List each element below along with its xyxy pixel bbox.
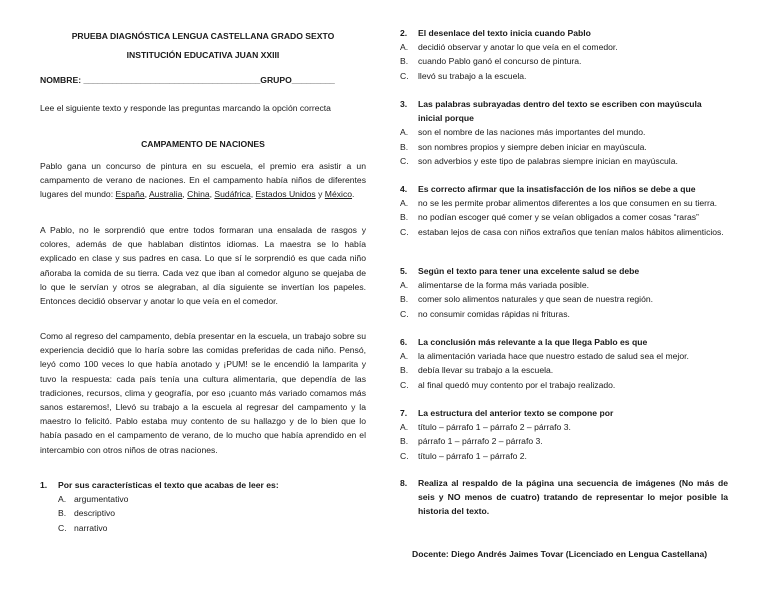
- name-group-line: NOMBRE: _____________________________________GRUPO_________: [40, 75, 335, 85]
- question-number: 5.: [400, 266, 408, 276]
- story-paragraph-3: Como al regreso del campamento, debía presentar en la escuela, un trabajo sobre su experiencia decidió que lo haría sobre las comidas preferidas de cada niño. Pensó, leyó como 100 veces lo que había anotado y ¡PUM! se le encendió la lamparita y tuvo la respuesta: cada país tenía una cultura alimentaria, que dependía de las tradiciones, recursos, clima y geografía, por eso ¡cuanto más variado comamos más sanos estaremos!, Llevó su trabajo a la escuela al regresar del campamento y la maestro lo felicitó. Pablo estaba muy contento de su hallazgo y de lo bien que lo había pasado en el campamento de verano, de lo mucho que había aprendido en el intercambio con otros niños de otras naciones.: [40, 331, 366, 455]
- option-text: título – párrafo 1 – párrafo 2 – párrafo 3.: [418, 422, 571, 433]
- option-text: cuando Pablo ganó el concurso de pintura.: [418, 56, 582, 67]
- option-letter: C.: [400, 70, 409, 81]
- country-usa: Estados Unidos: [255, 189, 316, 200]
- option-text: decidió observar y anotar lo que veía en el comedor.: [418, 42, 618, 53]
- question-text: Es correcto afirmar que la insatisfacción de los niños se debe a que: [418, 184, 696, 194]
- option-text: alimentarse de la forma más variada posible.: [418, 280, 590, 291]
- option-letter: C.: [58, 522, 67, 533]
- option-b[interactable]: [400, 54, 728, 68]
- question-8: [400, 476, 728, 519]
- question-6: [400, 335, 728, 392]
- question-1: [40, 478, 366, 535]
- question-number: 3.: [400, 99, 408, 109]
- option-text: al final quedó muy contento por el trabajo realizado.: [418, 379, 616, 390]
- question-2: [400, 26, 728, 83]
- option-letter: A.: [400, 351, 409, 362]
- question-text: Realiza al respaldo de la página una secuencia de imágenes (No más de seis y NO menos de cuatro) tratando de representar lo mejor posible la historia del texto.: [418, 478, 728, 517]
- option-letter: B.: [400, 294, 409, 305]
- question-number: 7.: [400, 408, 408, 418]
- option-a[interactable]: [400, 196, 728, 210]
- option-text: comer solo alimentos naturales y que sean de nuestra región.: [418, 294, 654, 305]
- option-text: son nombres propios y siempre deben iniciar en mayúscula.: [418, 141, 647, 152]
- option-b[interactable]: [400, 140, 728, 154]
- option-text: no consumir comidas rápidas ni frituras.: [418, 308, 570, 319]
- question-number: 2.: [400, 28, 408, 38]
- option-b[interactable]: [40, 506, 366, 520]
- option-c[interactable]: [400, 69, 728, 83]
- option-text: descriptivo: [74, 508, 116, 519]
- option-letter: B.: [58, 508, 67, 519]
- option-letter: C.: [400, 379, 409, 390]
- option-a[interactable]: [40, 492, 366, 506]
- option-text: debía llevar su trabajo a la escuela.: [418, 365, 554, 376]
- option-letter: C.: [400, 308, 409, 319]
- option-text: título – párrafo 1 – párrafo 2.: [418, 450, 527, 461]
- option-b[interactable]: [400, 363, 728, 377]
- option-letter: A.: [400, 422, 409, 433]
- question-text: La conclusión más relevante a la que llega Pablo es que: [418, 337, 648, 347]
- option-c[interactable]: [400, 225, 728, 239]
- option-letter: A.: [400, 42, 409, 53]
- option-text: argumentativo: [74, 494, 129, 505]
- option-letter: C.: [400, 226, 409, 237]
- option-text: la alimentación variada hace que nuestro estado de salud sea el mejor.: [418, 351, 689, 362]
- option-c[interactable]: [400, 449, 728, 463]
- option-letter: A.: [400, 127, 409, 138]
- exam-title: PRUEBA DIAGNÓSTICA LENGUA CASTELLANA GRADO SEXTO: [71, 31, 335, 41]
- question-number: 1.: [40, 480, 48, 490]
- option-c[interactable]: [400, 378, 728, 392]
- option-text: estaban lejos de casa con niños extraños que tenían malos hábitos alimenticios.: [418, 226, 724, 237]
- option-letter: B.: [400, 212, 409, 223]
- option-b[interactable]: [400, 292, 728, 306]
- option-a[interactable]: [400, 278, 728, 292]
- country-mexico: México: [324, 189, 353, 200]
- option-c[interactable]: [400, 307, 728, 321]
- question-text: Según el texto para tener una excelente salud se debe: [418, 266, 640, 276]
- question-text: La estructura del anterior texto se compone por: [418, 408, 614, 418]
- option-letter: A.: [400, 198, 409, 209]
- option-text: párrafo 1 – párrafo 2 – párrafo 3.: [418, 436, 543, 447]
- option-a[interactable]: [400, 40, 728, 54]
- country-spain: España: [115, 189, 145, 200]
- option-letter: A.: [400, 280, 409, 291]
- option-a[interactable]: [400, 125, 728, 139]
- option-letter: A.: [58, 494, 67, 505]
- country-australia: Australia: [148, 189, 183, 200]
- option-letter: B.: [400, 365, 409, 376]
- option-text: narrativo: [74, 522, 108, 533]
- question-number: 6.: [400, 337, 408, 347]
- story-paragraph-1-text: Pablo gana un concurso de pintura en su escuela, el premio era asistir a un campamento de verano de naciones. En el campamento había niños de diferentes lugares del mundo:: [40, 161, 366, 200]
- option-a[interactable]: [400, 349, 728, 363]
- question-text: Las palabras subrayadas dentro del texto se escriben con mayúscula inicial porque: [418, 99, 702, 124]
- story-title: CAMPAMENTO DE NACIONES: [141, 139, 265, 149]
- question-text: El desenlace del texto inicia cuando Pablo: [418, 28, 591, 38]
- option-letter: B.: [400, 56, 409, 67]
- instruction: Lee el siguiente texto y responde las preguntas marcando la opción correcta: [40, 103, 331, 113]
- question-text: Por sus características el texto que acabas de leer es:: [58, 480, 279, 490]
- option-b[interactable]: [400, 434, 728, 448]
- option-letter: B.: [400, 141, 409, 152]
- question-number: 8.: [400, 478, 408, 488]
- option-a[interactable]: [400, 420, 728, 434]
- option-text: no se les permite probar alimentos diferentes a los que consumen en su tierra.: [418, 198, 718, 209]
- question-4: [400, 182, 728, 239]
- option-text: son adverbios y este tipo de palabras siempre inician en mayúscula.: [418, 155, 678, 166]
- story-paragraph-2: A Pablo, no le sorprendió que entre todos formaran una ensalada de rasgos y colores, además de que hablaban distintos idiomas. La maestra se lo había explicado en clase y sus padres en casa. Lo que sí le sorprendió es que cada niño añoraba la comida de su tierra. Cada vez que iban al comedor alguno se quejaba de lo que le servían y otros se alegraban, al día siguiente se invertían los papeles. Entonces decidió observar y anotar lo que veía en el comedor.: [40, 225, 366, 307]
- option-c[interactable]: [400, 154, 728, 168]
- question-number: 4.: [400, 184, 408, 194]
- option-letter: C.: [400, 450, 409, 461]
- option-b[interactable]: [400, 210, 728, 224]
- question-3: [400, 97, 728, 168]
- option-text: son el nombre de las naciones más importantes del mundo.: [418, 127, 646, 138]
- question-7: [400, 406, 728, 463]
- option-text: no podían escoger qué comer y se veían obligados a comer cosas “raras”: [418, 212, 699, 223]
- option-letter: C.: [400, 155, 409, 166]
- teacher-signature: Docente: Diego Andrés Jaimes Tovar (Licenciado en Lengua Castellana): [412, 549, 708, 559]
- question-5: [400, 264, 728, 321]
- option-text: llevó su trabajo a la escuela.: [418, 70, 527, 81]
- school-name: INSTITUCIÓN EDUCATIVA JUAN XXIII: [126, 50, 280, 60]
- option-letter: B.: [400, 436, 409, 447]
- country-china: China: [187, 189, 210, 200]
- option-c[interactable]: [40, 521, 366, 535]
- story-paragraph-1: Pablo gana un concurso de pintura en su escuela, el premio era asistir a un campamento de verano de naciones. En el campamento había niños de diferentes lugares del mundo: España, Australia, China, Sudáfrica, Estados Unidos y México.: [40, 161, 366, 200]
- country-south-africa: Sudáfrica: [214, 189, 251, 200]
